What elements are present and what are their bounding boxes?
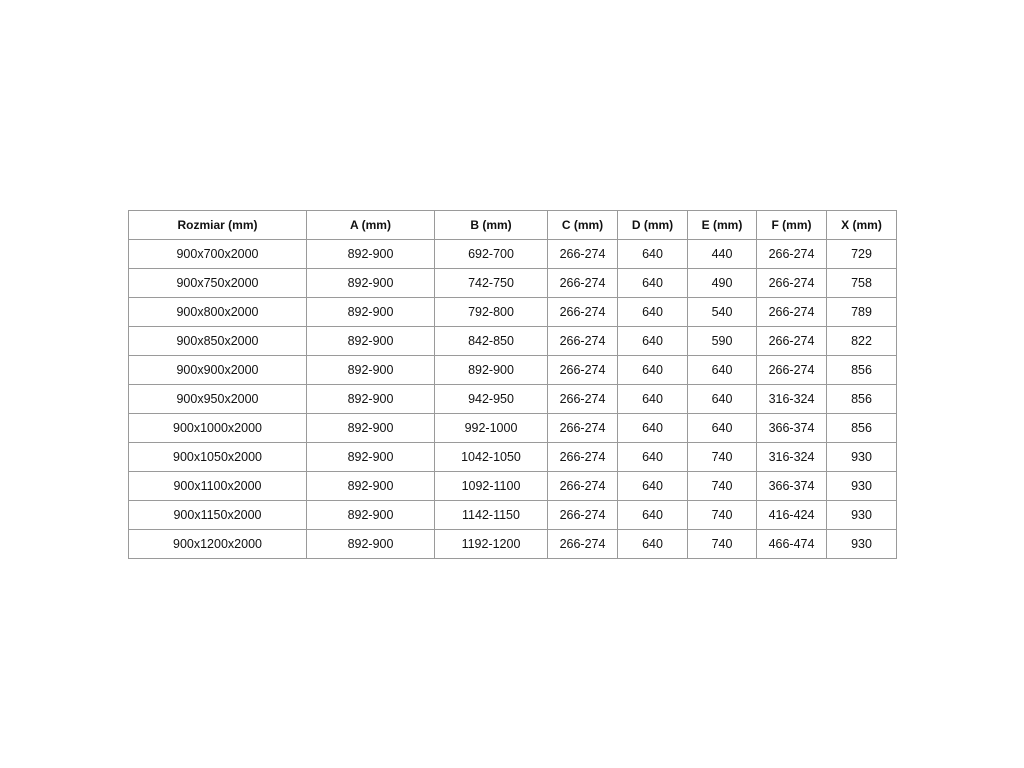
cell-a: 892-900 [307,501,435,530]
cell-d: 640 [618,356,688,385]
cell-x: 822 [827,327,897,356]
cell-x: 930 [827,443,897,472]
cell-b: 792-800 [435,298,548,327]
cell-e: 440 [688,240,757,269]
cell-d: 640 [618,530,688,559]
cell-e: 640 [688,414,757,443]
cell-f: 316-324 [757,443,827,472]
header-c: C (mm) [548,211,618,240]
header-d: D (mm) [618,211,688,240]
cell-a: 892-900 [307,240,435,269]
cell-b: 692-700 [435,240,548,269]
cell-rozmiar: 900x950x2000 [129,385,307,414]
cell-d: 640 [618,269,688,298]
cell-c: 266-274 [548,385,618,414]
cell-a: 892-900 [307,356,435,385]
table-row [129,385,897,414]
cell-d: 640 [618,472,688,501]
cell-f: 266-274 [757,327,827,356]
cell-b: 892-900 [435,356,548,385]
cell-x: 930 [827,530,897,559]
header-a: A (mm) [307,211,435,240]
cell-b: 1192-1200 [435,530,548,559]
cell-e: 740 [688,443,757,472]
cell-c: 266-274 [548,501,618,530]
header-f: F (mm) [757,211,827,240]
cell-rozmiar: 900x700x2000 [129,240,307,269]
cell-c: 266-274 [548,472,618,501]
header-x: X (mm) [827,211,897,240]
cell-a: 892-900 [307,414,435,443]
cell-a: 892-900 [307,269,435,298]
cell-d: 640 [618,327,688,356]
cell-rozmiar: 900x800x2000 [129,298,307,327]
table-row [129,501,897,530]
cell-x: 789 [827,298,897,327]
cell-a: 892-900 [307,472,435,501]
cell-e: 740 [688,530,757,559]
cell-x: 856 [827,414,897,443]
table-row [129,356,897,385]
table-row [129,327,897,356]
cell-b: 942-950 [435,385,548,414]
cell-c: 266-274 [548,298,618,327]
dimensions-table [128,210,897,559]
cell-c: 266-274 [548,530,618,559]
cell-f: 416-424 [757,501,827,530]
cell-c: 266-274 [548,240,618,269]
header-b: B (mm) [435,211,548,240]
cell-x: 930 [827,472,897,501]
table-row [129,240,897,269]
cell-d: 640 [618,240,688,269]
cell-b: 992-1000 [435,414,548,443]
table-row [129,414,897,443]
cell-rozmiar: 900x1000x2000 [129,414,307,443]
cell-d: 640 [618,501,688,530]
cell-rozmiar: 900x1150x2000 [129,501,307,530]
cell-c: 266-274 [548,414,618,443]
cell-f: 266-274 [757,240,827,269]
cell-a: 892-900 [307,443,435,472]
cell-rozmiar: 900x1050x2000 [129,443,307,472]
table-row [129,269,897,298]
cell-a: 892-900 [307,298,435,327]
cell-rozmiar: 900x850x2000 [129,327,307,356]
cell-x: 856 [827,385,897,414]
cell-x: 758 [827,269,897,298]
cell-b: 1092-1100 [435,472,548,501]
cell-e: 640 [688,356,757,385]
table-row [129,530,897,559]
cell-x: 930 [827,501,897,530]
table-row [129,443,897,472]
cell-f: 366-374 [757,414,827,443]
cell-d: 640 [618,298,688,327]
table-header-row [129,211,897,240]
cell-f: 366-374 [757,472,827,501]
cell-c: 266-274 [548,269,618,298]
table-body [129,240,897,559]
cell-b: 1042-1050 [435,443,548,472]
cell-c: 266-274 [548,327,618,356]
header-rozmiar: Rozmiar (mm) [129,211,307,240]
header-e: E (mm) [688,211,757,240]
cell-a: 892-900 [307,327,435,356]
cell-f: 266-274 [757,298,827,327]
cell-rozmiar: 900x750x2000 [129,269,307,298]
cell-c: 266-274 [548,356,618,385]
cell-d: 640 [618,443,688,472]
cell-d: 640 [618,414,688,443]
cell-f: 316-324 [757,385,827,414]
cell-x: 729 [827,240,897,269]
cell-b: 842-850 [435,327,548,356]
cell-e: 490 [688,269,757,298]
cell-rozmiar: 900x1200x2000 [129,530,307,559]
cell-e: 590 [688,327,757,356]
cell-b: 1142-1150 [435,501,548,530]
cell-e: 740 [688,472,757,501]
cell-x: 856 [827,356,897,385]
cell-d: 640 [618,385,688,414]
cell-e: 540 [688,298,757,327]
cell-f: 266-274 [757,269,827,298]
table-row [129,472,897,501]
cell-c: 266-274 [548,443,618,472]
cell-rozmiar: 900x900x2000 [129,356,307,385]
cell-e: 740 [688,501,757,530]
cell-e: 640 [688,385,757,414]
cell-f: 266-274 [757,356,827,385]
cell-b: 742-750 [435,269,548,298]
cell-rozmiar: 900x1100x2000 [129,472,307,501]
cell-a: 892-900 [307,530,435,559]
cell-f: 466-474 [757,530,827,559]
table-row [129,298,897,327]
cell-a: 892-900 [307,385,435,414]
